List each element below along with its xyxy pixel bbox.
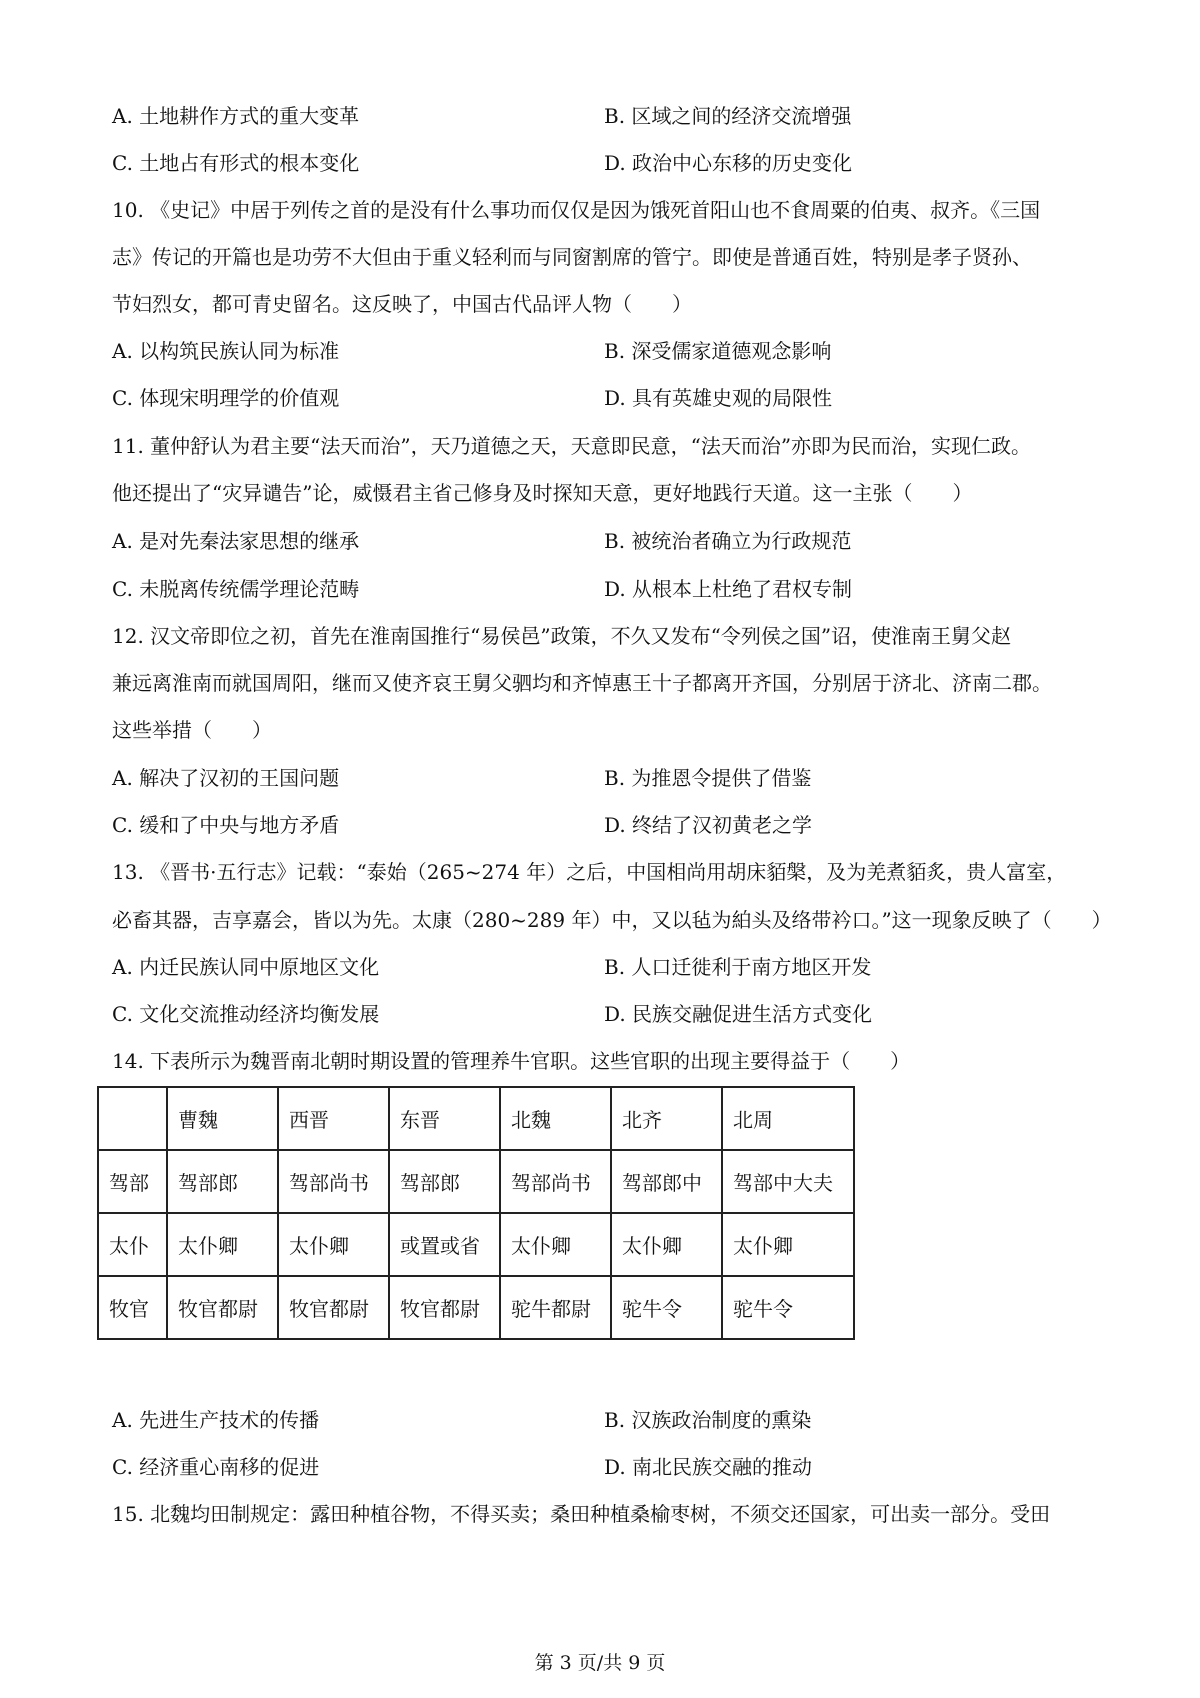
- q14-official-table: [97, 1086, 855, 1340]
- table-cell: 驼牛令: [722, 1276, 854, 1339]
- q13-stem-line2: 必畜其器，吉享嘉会，皆以为先。太康（280~289 年）中，又以毡为絈头及络带衿口。”这一现象反映了（ ）: [112, 908, 1112, 932]
- table-cell: 驾部: [98, 1150, 167, 1213]
- table-header-cell: 北魏: [500, 1087, 611, 1150]
- q14-option-a: A. 先进生产技术的传播: [112, 1408, 320, 1432]
- table-cell: 太仆卿: [167, 1213, 278, 1276]
- q9-option-d: D. 政治中心东移的历史变化: [604, 151, 853, 175]
- table-cell: 驼牛都尉: [500, 1276, 611, 1339]
- q14-stem-line1: 14. 下表所示为魏晋南北朝时期设置的管理养牛官职。这些官职的出现主要得益于（ ）: [112, 1049, 911, 1073]
- q10-option-d: D. 具有英雄史观的局限性: [604, 386, 833, 410]
- q12-option-a: A. 解决了汉初的王国问题: [112, 766, 340, 790]
- q12-option-d: D. 终结了汉初黄老之学: [604, 813, 813, 837]
- table-cell: 太仆卿: [722, 1213, 854, 1276]
- table-cell: 驾部尚书: [278, 1150, 389, 1213]
- q10-option-b: B. 深受儒家道德观念影响: [604, 339, 832, 363]
- table-cell: 牧官都尉: [278, 1276, 389, 1339]
- table-cell: 驾部中大夫: [722, 1150, 854, 1213]
- table-cell: 太仆卿: [278, 1213, 389, 1276]
- table-cell: 驾部郎中: [611, 1150, 722, 1213]
- q14-option-d: D. 南北民族交融的推动: [604, 1455, 813, 1479]
- q9-option-b: B. 区域之间的经济交流增强: [604, 104, 852, 128]
- table-cell: 驾部尚书: [500, 1150, 611, 1213]
- q11-stem-line1: 11. 董仲舒认为君主要“法天而治”，天乃道德之天，天意即民意，“法天而治”亦即为民而治，实现仁政。: [112, 434, 1032, 458]
- table-header-cell: 西晋: [278, 1087, 389, 1150]
- page-number-footer: 第 3 页/共 9 页: [534, 1652, 666, 1674]
- q12-stem-line3: 这些举措（ ）: [112, 718, 272, 742]
- table-cell: 太仆: [98, 1213, 167, 1276]
- q10-option-c: C. 体现宋明理学的价值观: [112, 386, 340, 410]
- q12-option-b: B. 为推恩令提供了借鉴: [604, 766, 812, 790]
- q14-option-b: B. 汉族政治制度的熏染: [604, 1408, 812, 1432]
- table-cell: 驾部郎: [389, 1150, 500, 1213]
- table-header-cell: 曹魏: [167, 1087, 278, 1150]
- table-header-row: [98, 1087, 854, 1150]
- q10-stem-line1: 10. 《史记》中居于列传之首的是没有什么事功而仅仅是因为饿死首阳山也不食周粟的伯夷、叔齐。《三国: [112, 198, 1041, 222]
- q13-option-d: D. 民族交融促进生活方式变化: [604, 1002, 873, 1026]
- q12-stem-line1: 12. 汉文帝即位之初，首先在淮南国推行“易侯邑”政策，不久又发布“令列侯之国”诏，使淮南王舅父赵: [112, 624, 1012, 648]
- q9-option-a: A. 土地耕作方式的重大变革: [112, 104, 360, 128]
- table-cell: 或置或省: [389, 1213, 500, 1276]
- q10-stem-line3: 节妇烈女，都可青史留名。这反映了，中国古代品评人物（ ）: [112, 292, 692, 316]
- table-header-cell: 北周: [722, 1087, 854, 1150]
- q11-option-d: D. 从根本上杜绝了君权专制: [604, 577, 853, 601]
- q13-stem-line1: 13. 《晋书·五行志》记载：“泰始（265~274 年）之后，中国相尚用胡床貊槃，及为羌煮貊炙，贵人富室，: [112, 860, 1067, 884]
- q10-option-a: A. 以构筑民族认同为标准: [112, 339, 340, 363]
- q11-option-a: A. 是对先秦法家思想的继承: [112, 529, 360, 553]
- table-header-cell: 北齐: [611, 1087, 722, 1150]
- q15-stem-line1: 15. 北魏均田制规定：露田种植谷物，不得买卖；桑田种植桑榆枣树，不须交还国家，可出卖一部分。受田: [112, 1502, 1051, 1526]
- table-cell: 太仆卿: [611, 1213, 722, 1276]
- table-header-cell: 东晋: [389, 1087, 500, 1150]
- table-cell: 牧官: [98, 1276, 167, 1339]
- q13-option-c: C. 文化交流推动经济均衡发展: [112, 1002, 380, 1026]
- table-row: [98, 1276, 854, 1339]
- table-cell: 牧官都尉: [389, 1276, 500, 1339]
- q11-stem-line2: 他还提出了“灾异谴告”论，威慑君主省己修身及时探知天意，更好地践行天道。这一主张（ ）: [112, 481, 973, 505]
- table-row: [98, 1150, 854, 1213]
- q12-option-c: C. 缓和了中央与地方矛盾: [112, 813, 340, 837]
- q13-option-b: B. 人口迁徙利于南方地区开发: [604, 955, 872, 979]
- table-row: [98, 1213, 854, 1276]
- q12-stem-line2: 兼远离淮南而就国周阳，继而又使齐哀王舅父驷均和齐悼惠王十子都离开齐国，分别居于济北、济南二郡。: [112, 671, 1052, 695]
- q11-option-c: C. 未脱离传统儒学理论范畴: [112, 577, 360, 601]
- table-cell: 驾部郎: [167, 1150, 278, 1213]
- table-cell: 驼牛令: [611, 1276, 722, 1339]
- table-cell: 太仆卿: [500, 1213, 611, 1276]
- q11-option-b: B. 被统治者确立为行政规范: [604, 529, 852, 553]
- q14-option-c: C. 经济重心南移的促进: [112, 1455, 320, 1479]
- table-cell: 牧官都尉: [167, 1276, 278, 1339]
- q10-stem-line2: 志》传记的开篇也是功劳不大但由于重义轻利而与同窗割席的管宁。即使是普通百姓，特别是孝子贤孙、: [112, 245, 1032, 269]
- table-header-cell: [98, 1087, 167, 1150]
- q13-option-a: A. 内迁民族认同中原地区文化: [112, 955, 380, 979]
- q9-option-c: C. 土地占有形式的根本变化: [112, 151, 360, 175]
